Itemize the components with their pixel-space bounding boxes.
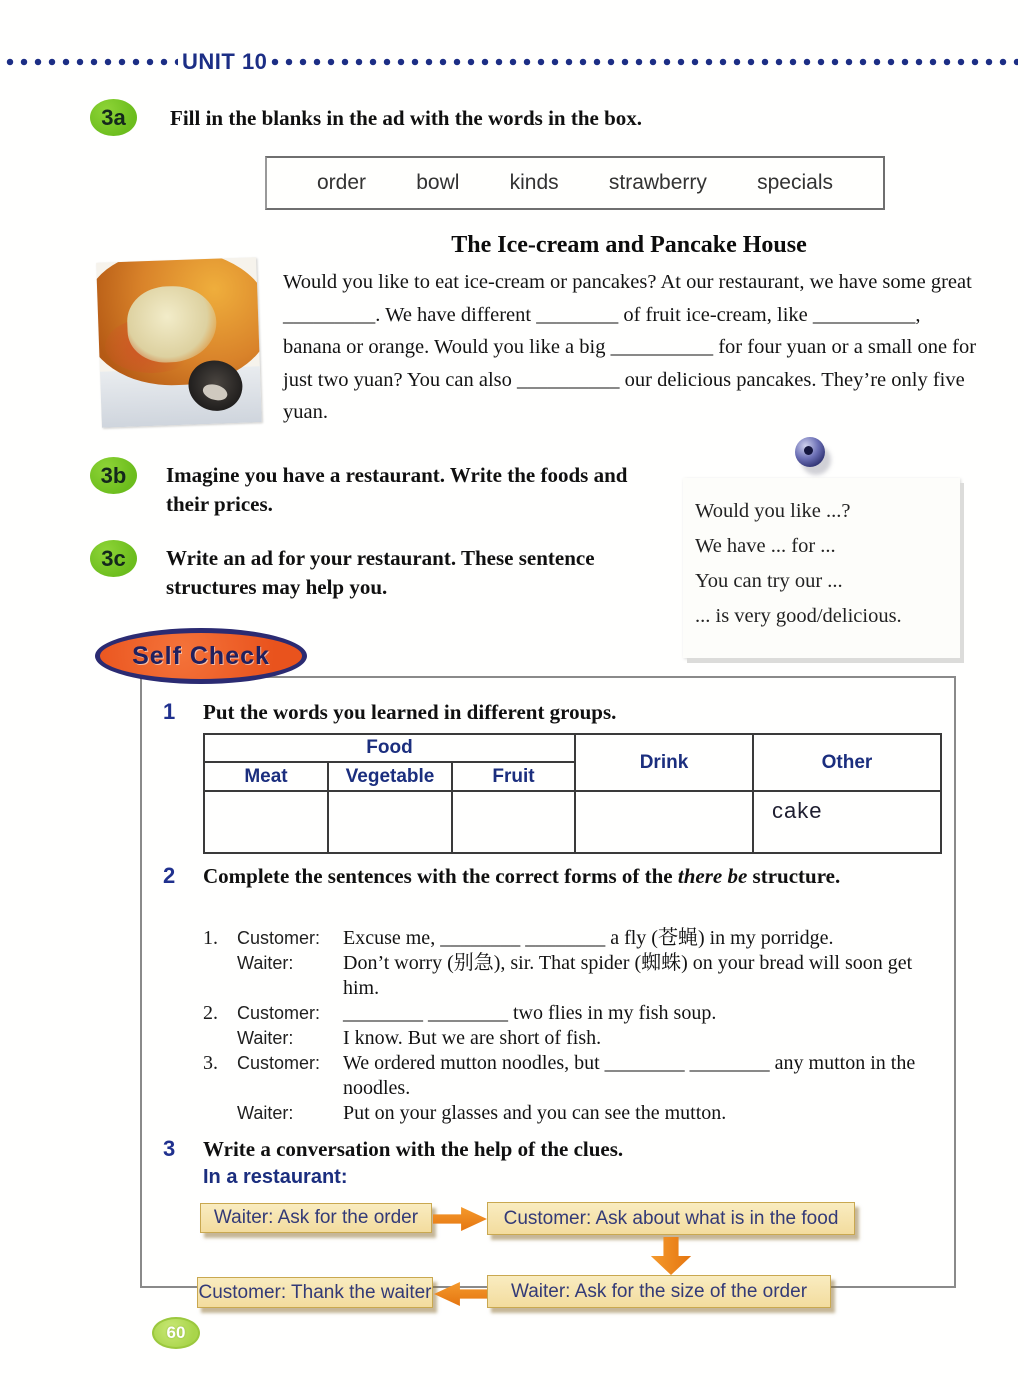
section-badge-3a: 3a bbox=[90, 99, 137, 136]
dialog-role: Customer: bbox=[237, 1053, 321, 1073]
dotted-rule-right bbox=[271, 58, 1018, 66]
section-badge-3b: 3b bbox=[90, 457, 137, 494]
dialog-text: Don’t worry (别急), sir. That spider (蜘蛛) on your bread will soon get him. bbox=[343, 952, 913, 999]
word-box bbox=[265, 156, 885, 210]
table-cell-fruit bbox=[452, 791, 575, 853]
dialog-role: Customer: bbox=[237, 1003, 321, 1023]
dialog-text: Put on your glasses and you can see the mutton. bbox=[343, 1102, 727, 1124]
exercise-2-instruction-italic: there be bbox=[677, 864, 748, 888]
table-cell-meat bbox=[204, 791, 328, 853]
table-cell-other-value: cake bbox=[772, 798, 823, 823]
ad-title: The Ice-cream and Pancake House bbox=[451, 232, 807, 258]
dialog-role: Waiter: bbox=[237, 953, 294, 973]
ad-body: Would you like to eat ice-cream or pancakes? At our restaurant, we have some great _________. We have different ________ of fruit ice-cream, like __________, banana or orange. Would you like a big __________ for four yuan or a small one for just two yuan? You can also __________ our delicious pancakes. They’re only five yuan. bbox=[283, 271, 977, 423]
exercise-1-instruction: Put the words you learned in different groups. bbox=[203, 700, 617, 724]
note-line: We have ... for ... bbox=[695, 535, 836, 557]
exercise-1-number: 1 bbox=[163, 699, 176, 724]
dialog-text: I know. But we are short of fish. bbox=[343, 1027, 602, 1049]
unit-header bbox=[6, 49, 1018, 74]
instruction-3a: Fill in the blanks in the ad with the words in the box. bbox=[170, 106, 643, 130]
dialog-text: ________ ________ two flies in my fish soup. bbox=[343, 1002, 717, 1024]
unit-label: UNIT 10 bbox=[182, 49, 268, 74]
exercise-3-number: 3 bbox=[163, 1136, 176, 1161]
table-header-drink: Drink bbox=[575, 734, 753, 791]
flow-box-waiter-order: Waiter: Ask for the order bbox=[200, 1203, 432, 1233]
table-header-food: Food bbox=[204, 734, 575, 762]
dialog-item-number: 2. bbox=[203, 1002, 218, 1024]
dialog-item-number: 3. bbox=[203, 1052, 218, 1074]
dialog-item-number: 1. bbox=[203, 927, 218, 949]
exercise-2-instruction-suffix: structure. bbox=[747, 864, 841, 888]
note-line: Would you like ...? bbox=[695, 500, 851, 522]
page-number-badge: 60 bbox=[152, 1317, 200, 1349]
exercise-2-instruction bbox=[203, 862, 945, 891]
note-line: You can try our ... bbox=[695, 570, 843, 592]
flow-box-customer-ask-food: Customer: Ask about what is in the food bbox=[487, 1202, 855, 1235]
section-badge-3c: 3c bbox=[90, 540, 137, 577]
table-header-other: Other bbox=[753, 734, 941, 791]
instruction-3c: Write an ad for your restaurant. These sentence structures may help you. bbox=[166, 546, 595, 599]
dialog-item-number bbox=[203, 951, 237, 1001]
word-box-word: specials bbox=[757, 171, 833, 194]
sentence-structures-note bbox=[683, 478, 960, 658]
flow-box-customer-thank: Customer: Thank the waiter bbox=[197, 1277, 433, 1308]
table-cell-drink bbox=[575, 791, 753, 853]
instruction-3b: Imagine you have a restaurant. Write the foods and their prices. bbox=[166, 463, 628, 516]
table-cell-vegetable bbox=[328, 791, 452, 853]
word-box-word: kinds bbox=[509, 171, 559, 194]
flow-box-waiter-size: Waiter: Ask for the size of the order bbox=[487, 1275, 831, 1308]
exercise-3-context: In a restaurant: bbox=[203, 1166, 348, 1188]
self-check-title: Self Check bbox=[95, 628, 307, 684]
dialog-role: Customer: bbox=[237, 928, 321, 948]
table-cell-other bbox=[753, 791, 941, 853]
pushpin-icon bbox=[795, 437, 825, 467]
word-box-word: bowl bbox=[416, 171, 460, 194]
word-groups-table bbox=[203, 733, 942, 854]
word-box-word: order bbox=[317, 171, 367, 194]
exercise-2-number: 2 bbox=[163, 863, 176, 888]
word-box-word: strawberry bbox=[608, 171, 707, 194]
note-line: ... is very good/delicious. bbox=[695, 605, 902, 627]
dialog-item-number bbox=[203, 1101, 237, 1126]
table-header-fruit: Fruit bbox=[452, 762, 575, 791]
dialog-item-number bbox=[203, 1026, 237, 1051]
dialog-role: Waiter: bbox=[237, 1028, 294, 1048]
exercise-2-instruction-prefix: Complete the sentences with the correct forms of the bbox=[203, 864, 678, 888]
dialog-text: Excuse me, ________ ________ a fly (苍蝇) in my porridge. bbox=[343, 927, 834, 949]
exercise-2-dialog bbox=[203, 926, 951, 1126]
table-header-vegetable: Vegetable bbox=[328, 762, 452, 791]
dialog-role: Waiter: bbox=[237, 1103, 294, 1123]
table-header-meat: Meat bbox=[204, 762, 328, 791]
dotted-rule-left bbox=[6, 58, 178, 66]
pancake-photo bbox=[96, 257, 262, 427]
exercise-3-instruction: Write a conversation with the help of the clues. bbox=[203, 1137, 624, 1161]
dialog-text: We ordered mutton noodles, but ________ ________ any mutton in the noodles. bbox=[343, 1052, 916, 1099]
